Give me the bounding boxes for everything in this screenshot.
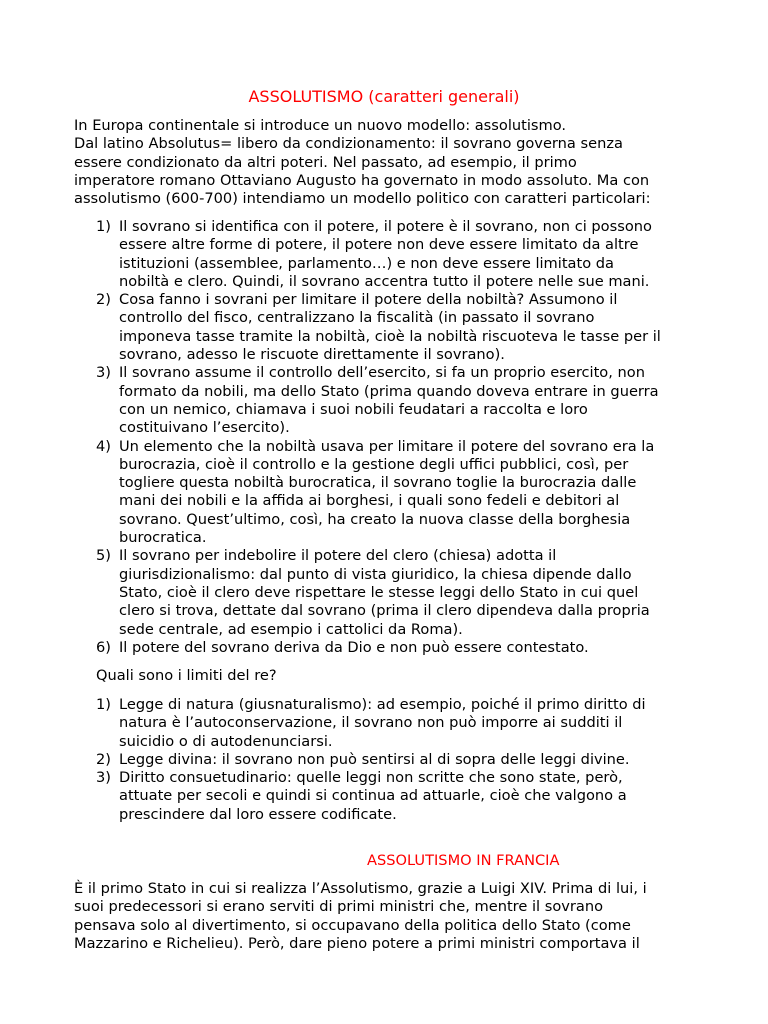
text-line: natura è l’autoconservazione, il sovrano non può imporre ai sudditi il — [119, 714, 623, 732]
text-line: mani dei nobili e la affida ai borghesi, i quali sono fedeli e debitori al — [119, 492, 620, 510]
list-number: 3) — [96, 769, 111, 787]
text-line: clero si trova, dettate dal sovrano (prima il clero dipendeva dalla propria — [119, 602, 650, 620]
list-item — [74, 751, 714, 769]
text-line: È il primo Stato in cui si realizza l’Assolutismo, grazie a Luigi XIV. Prima di lui, i — [74, 880, 647, 897]
text-line: sovrano, adesso le riscuote direttamente il sovrano). — [119, 346, 505, 364]
question-line: Quali sono i limiti del re? — [96, 667, 277, 684]
text-line: prescindere dal loro essere codificate. — [119, 805, 397, 823]
text-line: Mazzarino e Richelieu). Però, dare pieno potere a primi ministri comportava il — [74, 934, 640, 952]
text-line: Il sovrano si identifica con il potere, il potere è il sovrano, non ci possono — [119, 218, 652, 235]
list-number: 2) — [96, 291, 111, 309]
list-item — [74, 218, 714, 291]
list-item — [74, 639, 714, 657]
text-line: Il sovrano per indebolire il potere del clero (chiesa) adotta il — [119, 547, 557, 565]
text-line: sede centrale, ad esempio i cattolici da Roma). — [119, 620, 463, 638]
text-line: Il potere del sovrano deriva da Dio e non può essere contestato. — [119, 638, 589, 656]
text-line: imponeva tasse tramite la nobiltà, cioè la nobiltà riscuoteva le tasse per il — [119, 327, 661, 345]
text-line: nobiltà e clero. Quindi, il sovrano accentra tutto il potere nelle sue mani. — [119, 272, 650, 290]
text-line: burocratica. — [119, 529, 207, 547]
text-line: costituivano l’esercito). — [119, 419, 290, 437]
text-line: Un elemento che la nobiltà usava per limitare il potere del sovrano era la — [119, 437, 655, 455]
text-line: suoi predecessori si erano serviti di primi ministri che, mentre il sovrano — [74, 898, 604, 916]
text-line: imperatore romano Ottaviano Augusto ha governato in modo assoluto. Ma con — [74, 171, 650, 189]
text-line: controllo del fisco, centralizzano la fiscalità (in passato il sovrano — [119, 309, 595, 327]
list-number: 6) — [96, 638, 111, 656]
list-number: 4) — [96, 437, 111, 455]
text-line: essere condizionato da altri poteri. Nel passato, ad esempio, il primo — [74, 153, 577, 171]
text-line: giurisdizionalismo: dal punto di vista giuridico, la chiesa dipende dallo — [119, 565, 632, 583]
list-item — [74, 291, 714, 364]
section-heading: ASSOLUTISMO IN FRANCIA — [367, 852, 560, 869]
intro-paragraph — [74, 117, 714, 208]
list-number: 1) — [96, 218, 111, 235]
list-item — [74, 547, 714, 638]
text-line: burocrazia, cioè il controllo e la gestione degli uffici pubblici, così, per — [119, 455, 629, 473]
text-line: con un nemico, chiamava i suoi nobili feudatari a raccolta e loro — [119, 400, 588, 418]
text-line: formato da nobili, ma dello Stato (prima quando doveva entrare in guerra — [119, 382, 659, 400]
characteristics-list — [74, 218, 714, 657]
text-line: pensava solo al divertimento, si occupavano della politica dello Stato (come — [74, 916, 631, 934]
list-number: 5) — [96, 547, 111, 565]
text-line: togliere questa nobiltà burocratica, il sovrano toglie la burocrazia dalle — [119, 474, 637, 492]
list-number: 2) — [96, 750, 111, 768]
limits-list — [74, 696, 714, 824]
list-number: 3) — [96, 364, 111, 382]
france-paragraph — [74, 880, 734, 953]
text-line: sovrano. Quest’ultimo, così, ha creato la nuova classe della borghesia — [119, 510, 631, 528]
list-number: 1) — [96, 696, 111, 713]
text-line: Il sovrano assume il controllo dell’esercito, si fa un proprio esercito, non — [119, 364, 645, 382]
text-line: suicidio o di autodenunciarsi. — [119, 732, 333, 750]
text-line: Cosa fanno i sovrani per limitare il potere della nobiltà? Assumono il — [119, 291, 618, 309]
text-line: Legge divina: il sovrano non può sentirsi al di sopra delle leggi divine. — [119, 750, 630, 768]
text-line: assolutismo (600-700) intendiamo un modello politico con caratteri particolari: — [74, 190, 651, 208]
list-item — [74, 438, 714, 548]
text-line: attuate per secoli e quindi si continua ad attuarle, cioè che valgono a — [119, 787, 627, 805]
text-line: istituzioni (assemblee, parlamento…) e non deve essere limitato da — [119, 254, 614, 272]
list-item — [74, 364, 714, 437]
text-line: In Europa continentale si introduce un nuovo modello: assolutismo. — [74, 117, 567, 134]
list-item — [74, 769, 714, 824]
list-item — [74, 696, 714, 751]
text-line: essere altre forme di potere, il potere non deve essere limitato da altre — [119, 236, 639, 254]
page-title: ASSOLUTISMO (caratteri generali) — [248, 87, 520, 106]
text-line: Dal latino Absolutus= libero da condizionamento: il sovrano governa senza — [74, 135, 623, 153]
text-line: Legge di natura (giusnaturalismo): ad esempio, poiché il primo diritto di — [119, 696, 646, 713]
text-line: Diritto consuetudinario: quelle leggi non scritte che sono state, però, — [119, 769, 623, 787]
text-line: Stato, cioè il clero deve rispettare le stesse leggi dello Stato in cui quel — [119, 583, 639, 601]
